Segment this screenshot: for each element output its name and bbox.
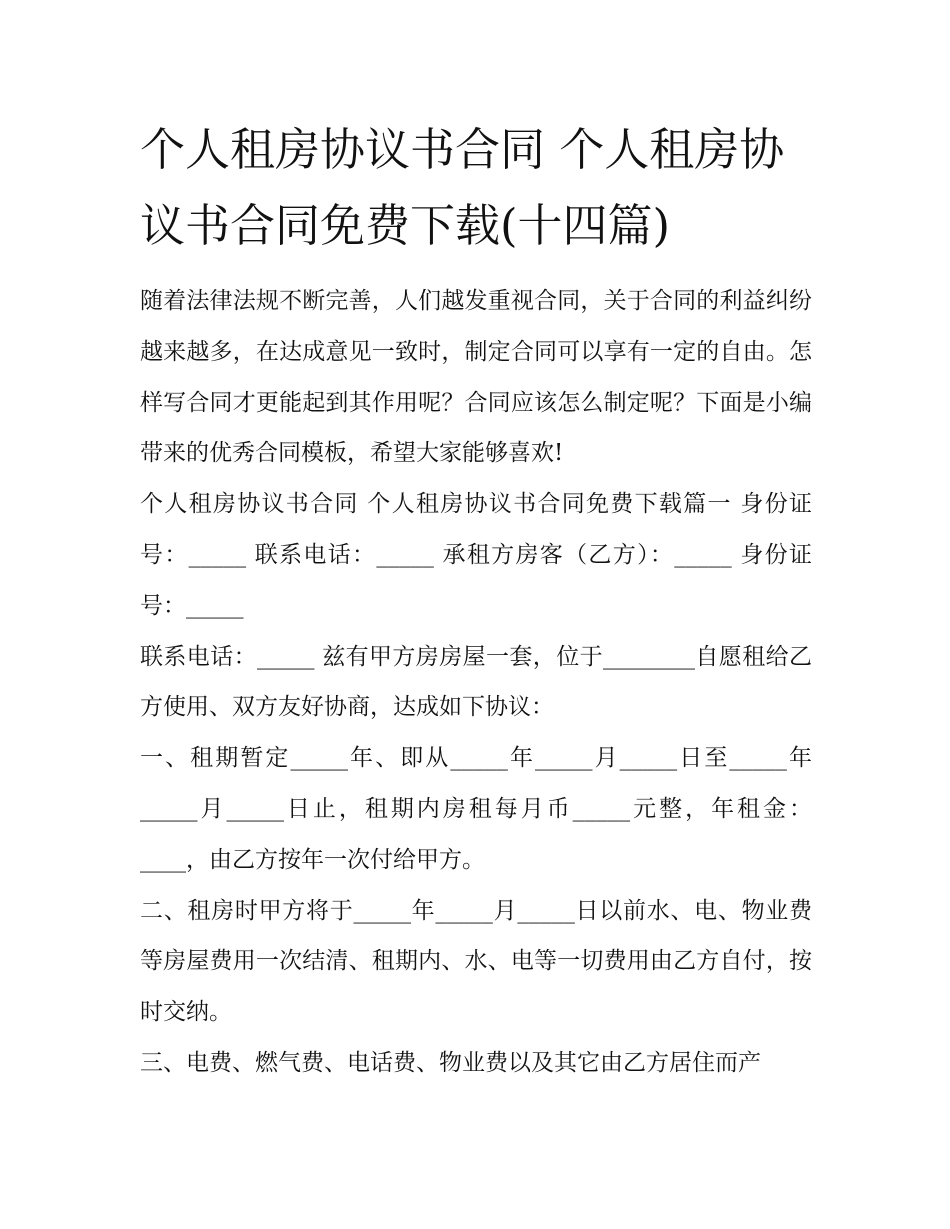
clause-three-paragraph: 三、电费、燃气费、电话费、物业费以及其它由乙方居住而产 (140, 1049, 761, 1076)
clause-one-paragraph: 一、租期暂定_____年、即从_____年_____月_____日至_____年_____月_____日止，租期内房租每月币_____元整，年租金：____，由乙方按年一次付给甲方。 (140, 745, 812, 873)
party-info-paragraph: 个人租房协议书合同 个人租房协议书合同免费下载篇一 身份证号：_____ 联系电话：_____ 承租方房客（乙方）：_____ 身份证号：_____ (140, 491, 812, 619)
clause-two-paragraph: 二、租房时甲方将于_____年_____月_____日以前水、电、物业费等房屋费用一次结清、租期内、水、电等一切费用由乙方自付，按时交纳。 (140, 897, 812, 1026)
intro-paragraph: 随着法律法规不断完善，人们越发重视合同，关于合同的利益纠纷越来越多，在达成意见一致时，制定合同可以享有一定的自由。怎样写合同才更能起到其作用呢？合同应该怎么制定呢？下面是小编带来的优秀合同模板，希望大家能够喜欢! (140, 288, 812, 467)
property-paragraph: 联系电话：_____ 兹有甲方房房屋一套，位于________自愿租给乙方使用、双方友好协商，达成如下协议： (140, 643, 812, 721)
document-title: 个人租房协议书合同 个人租房协议书合同免费下载(十四篇) (140, 123, 785, 252)
document-page (140, 112, 812, 1089)
